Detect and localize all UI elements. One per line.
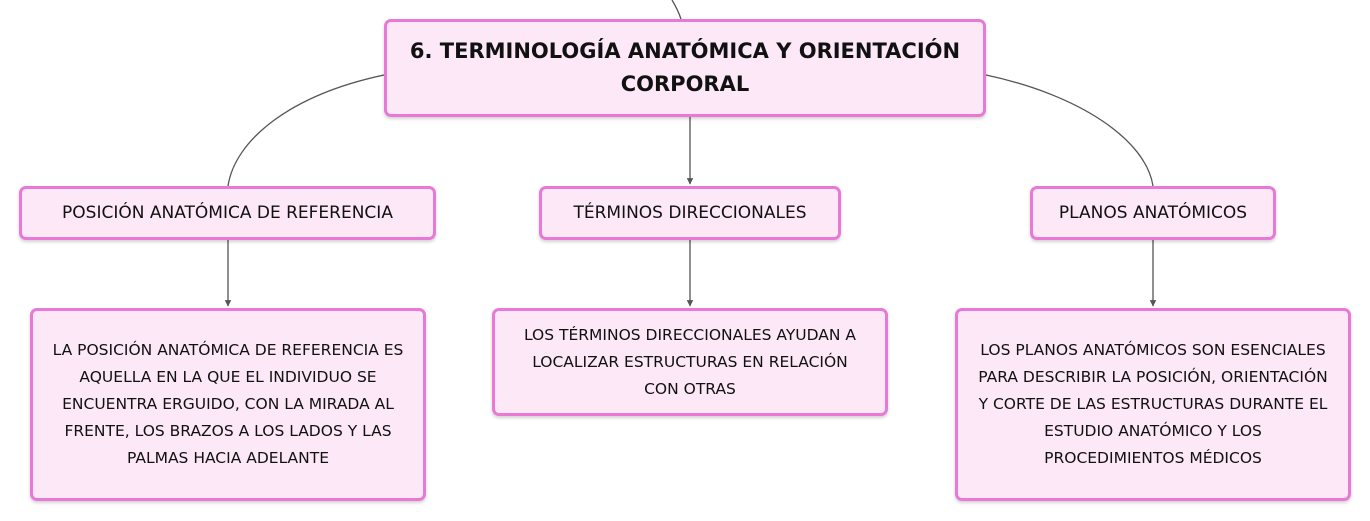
root-topic-title xyxy=(410,35,960,101)
leaf-text-line: FRENTE, LOS BRAZOS A LOS LADOS Y LAS xyxy=(64,422,392,440)
branch-node-planos-anatomicos[interactable] xyxy=(1030,186,1276,240)
connector-root-to-branch-3 xyxy=(986,75,1153,186)
branch-node-terminos-direccionales[interactable] xyxy=(539,186,841,240)
branch-label: POSICIÓN ANATÓMICA DE REFERENCIA xyxy=(62,203,393,223)
leaf-text-line: PARA DESCRIBIR LA POSICIÓN, ORIENTACIÓN xyxy=(978,368,1328,386)
leaf-text-line: Y CORTE DE LAS ESTRUCTURAS DURANTE EL xyxy=(978,395,1328,413)
branch-label: PLANOS ANATÓMICOS xyxy=(1058,203,1248,223)
root-title-line-1: 6. TERMINOLOGÍA ANATÓMICA Y ORIENTACIÓN xyxy=(409,39,961,63)
leaf-node-terminos-direccionales-description[interactable] xyxy=(492,308,888,416)
root-topic-node[interactable] xyxy=(384,19,986,117)
connector-from-parent xyxy=(672,0,681,19)
leaf-text xyxy=(53,337,404,472)
leaf-text-line: LOS PLANOS ANATÓMICOS SON ESENCIALES xyxy=(980,341,1326,359)
leaf-text xyxy=(978,337,1328,472)
leaf-text-line: ESTUDIO ANATÓMICO Y LOS xyxy=(1044,422,1262,440)
leaf-text-line: LOS TÉRMINOS DIRECCIONALES AYUDAN A xyxy=(523,325,857,344)
leaf-node-posicion-anatomica-description[interactable] xyxy=(30,308,426,501)
leaf-text-line: LOCALIZAR ESTRUCTURAS EN RELACIÓN xyxy=(532,352,848,371)
branch-label: TÉRMINOS DIRECCIONALES xyxy=(573,203,807,223)
leaf-text-line: AQUELLA EN LA QUE EL INDIVIDUO SE xyxy=(79,368,377,386)
root-title-line-2: CORPORAL xyxy=(620,72,750,96)
connector-root-to-branch-1 xyxy=(228,75,384,186)
leaf-text-line: PALMAS HACIA ADELANTE xyxy=(126,449,330,467)
branch-node-posicion-anatomica[interactable] xyxy=(19,186,436,240)
leaf-text-line: PROCEDIMIENTOS MÉDICOS xyxy=(1044,449,1262,467)
leaf-text xyxy=(524,322,856,403)
leaf-node-planos-anatomicos-description[interactable] xyxy=(955,308,1351,501)
leaf-text-line: LA POSICIÓN ANATÓMICA DE REFERENCIA ES xyxy=(52,341,404,359)
leaf-text-line: ENCUENTRA ERGUIDO, CON LA MIRADA AL xyxy=(62,395,394,413)
leaf-text-line: CON OTRAS xyxy=(644,379,736,398)
